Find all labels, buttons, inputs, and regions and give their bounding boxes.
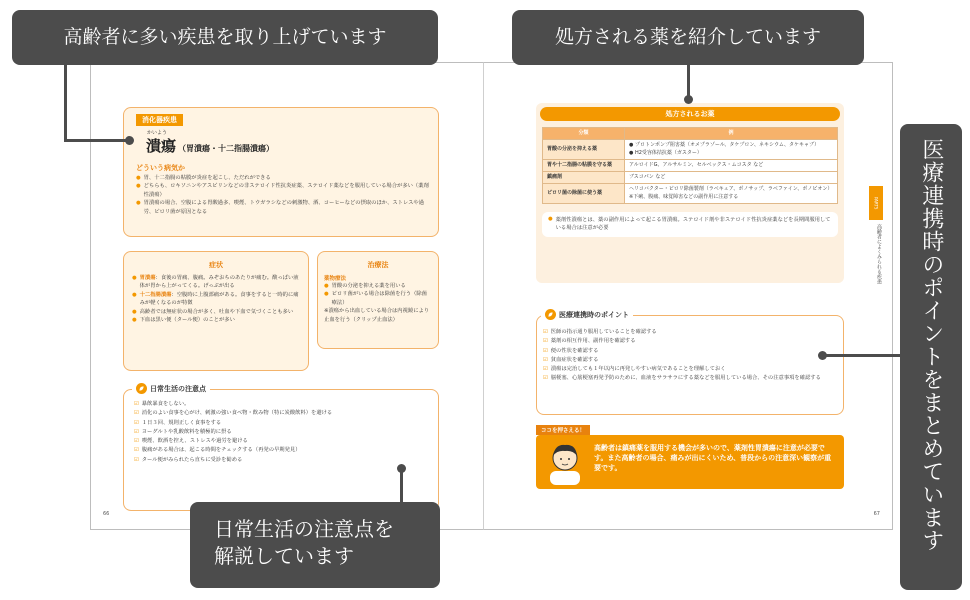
leader-dot	[125, 136, 134, 145]
list-item: ● 下血は黒い便（タール便）のことが多い	[132, 317, 235, 324]
list-item: ● 高齢者では無症状の場合が多く、吐血や下血で気づくことも多い	[132, 308, 294, 315]
category-tag: 消化器疾患	[136, 114, 183, 126]
list-item: ● 胃、十二指腸の粘膜が炎症を起こし、ただれができる	[136, 175, 271, 181]
list-item: ☑ １日３回、規則正しく食事をする	[134, 419, 222, 426]
drug-note: ● 薬剤性潰瘍とは、薬の副作用によって起こる胃潰瘍。ステロイド剤や非ステロイド性抗炎症薬などを長期間服用している場合は注意が必要	[542, 212, 838, 237]
list-item: ☑ 便の性状を確認する	[543, 347, 599, 354]
disease-title: 潰瘍	[146, 137, 177, 155]
callout-points: 医療連携時のポイントをまとめています	[900, 124, 962, 590]
disease-box	[123, 107, 439, 237]
leader-line	[64, 65, 67, 141]
callout-diseases: 高齢者に多い疾患を取り上げています	[12, 10, 438, 65]
leaf-icon	[545, 309, 556, 320]
person-avatar	[546, 439, 584, 485]
list-item: ☑ 暴飲暴食をしない。	[134, 401, 190, 407]
leaf-icon	[136, 383, 147, 394]
leader-line	[687, 65, 690, 99]
daily-box	[123, 384, 439, 511]
side-tab-part: PART5	[869, 186, 883, 220]
list-item: ☑ 潰瘍は完治しても１年以内に再発しやすい病気であることを理解しておく	[543, 366, 726, 373]
leader-dot	[818, 351, 827, 360]
callout-drugs: 処方される薬を紹介しています	[512, 10, 864, 65]
list-item: ☑ タール便がみられたら直ちに受診を勧める	[134, 456, 243, 463]
koko-box	[536, 435, 844, 489]
list-item: ● 胃潰瘍：食後の胃痛、腹痛。みぞおちのあたりが痛む。酸っぱい液体が胃から上がってくる。げっぷが出る	[132, 275, 299, 290]
points-heading-row	[541, 309, 633, 320]
list-item: ☑ 貧血症状を確認する	[543, 356, 599, 363]
leader-line	[64, 139, 130, 142]
table-row: ピロリ菌の除菌に使う薬 ヘリコバクター・ピロリ除菌製剤（ラベキュア、ボノサップ、ラベファイン、ボノピオン） ※下痢、腹痛、味覚障害などの副作用に注意する	[543, 184, 838, 204]
left-page	[90, 62, 483, 530]
treatment-sub: 薬物療法	[324, 276, 347, 282]
list-item: ☑ 脳梗塞、心筋梗塞再発予防のために、血液をサラサラにする薬などを服用している場合、その注意事項を確認する	[543, 375, 821, 382]
list-item: ☑ 腹痛がある場合は、起こる時間をチェックする（再発の早期発見）	[134, 447, 301, 454]
treatment-heading: 治療法	[367, 261, 389, 269]
daily-heading-row	[132, 383, 210, 394]
disease-subtitle: （胃潰瘍・十二指腸潰瘍）	[178, 144, 275, 153]
side-tab-text: 高齢者によくみられる疾患	[876, 224, 882, 284]
list-item: ● 胃酸の分泌を抑える薬を用いる	[324, 283, 406, 289]
table-row: 胃酸の分泌を抑える薬 ● プロトンポンプ阻害薬（オメプラゾール、タケプロン、ネキシウム、タケキャブ） ● H2受容体拮抗薬（ガスター）	[543, 140, 838, 160]
callout-daily-life: 日常生活の注意点を 解説しています	[190, 502, 440, 588]
koko-text: 高齢者は鎮痛薬を服用する機会が多いので、薬剤性胃潰瘍に注意が必要です。また高齢者の場合、痛みが出にくいため、普段からの注意深い観察が重要です。	[594, 444, 832, 473]
koko-label: ココを押さえる！	[536, 425, 590, 435]
table-header: 分類	[543, 128, 625, 140]
list-item: ● ピロリ菌がいる場合は除菌を行う（除菌療法）	[324, 291, 427, 306]
list-item: ☑ 消化のよい食事を心がけ、刺激の強い食べ物・飲み物（特に炭酸飲料）を避ける	[134, 410, 333, 417]
list-item: ☑ 喫煙、飲酒を控え、ストレスや過労を避ける	[134, 438, 248, 445]
cause-list	[136, 174, 432, 216]
list-item: ☑ 薬剤の相互作用、副作用を確認する	[543, 338, 636, 345]
list-item: ● 胃潰瘍の場合、空腹による胃酸過多、喫煙、トウガラシなどの刺激物、酒、コーヒーなどの摂取のほか、ストレスや過労、ピロリ菌が原因となる	[136, 200, 424, 215]
table-header: 例	[625, 128, 838, 140]
list-item: ● どちらも、ロキソニンやアスピリンなどの非ステロイド性抗炎症薬、ステロイド薬などを服用している場合が多い（薬剤性潰瘍）	[136, 183, 429, 198]
list-item: ☑ 医師の指示通り服用していることを確認する	[543, 329, 657, 335]
drug-table	[542, 127, 838, 204]
leader-line	[400, 468, 403, 502]
treatment-note: ※潰瘍から出血している場合は内視鏡により止血を行う（クリップ止血法）	[324, 308, 430, 323]
leader-dot	[684, 95, 693, 104]
points-heading: 医療連携時のポイント	[559, 310, 629, 319]
page-number-left: 66	[103, 511, 110, 517]
drug-heading: 処方されるお薬	[540, 107, 840, 121]
table-row: 鎮痛剤 ブスコパン など	[543, 172, 838, 184]
treatment-box	[317, 251, 439, 349]
symptoms-heading: 症状	[209, 261, 223, 269]
leader-dot	[397, 464, 406, 473]
drug-box	[536, 103, 844, 283]
side-tab	[869, 186, 883, 302]
table-row: 胃や十二指腸の粘膜を守る薬 アルロイドG、アルサルミン、セルベックス・ムコスタ など	[543, 159, 838, 171]
list-item: ● 十二指腸潰瘍：空腹時に上腹部痛がある。食事をすると一時的に痛みが軽くなるのが特徴	[132, 291, 299, 307]
right-page	[483, 62, 893, 530]
daily-heading: 日常生活の注意点	[150, 384, 206, 393]
symptoms-box	[123, 251, 309, 371]
points-box	[536, 310, 844, 415]
cause-heading: どういう病気か	[136, 164, 185, 172]
disease-ruby: かいよう	[147, 130, 168, 136]
page-number-right: 67	[873, 511, 880, 517]
leader-line	[822, 354, 900, 357]
list-item: ☑ ヨーグルトや乳酸飲料を積極的に摂る	[134, 428, 232, 435]
